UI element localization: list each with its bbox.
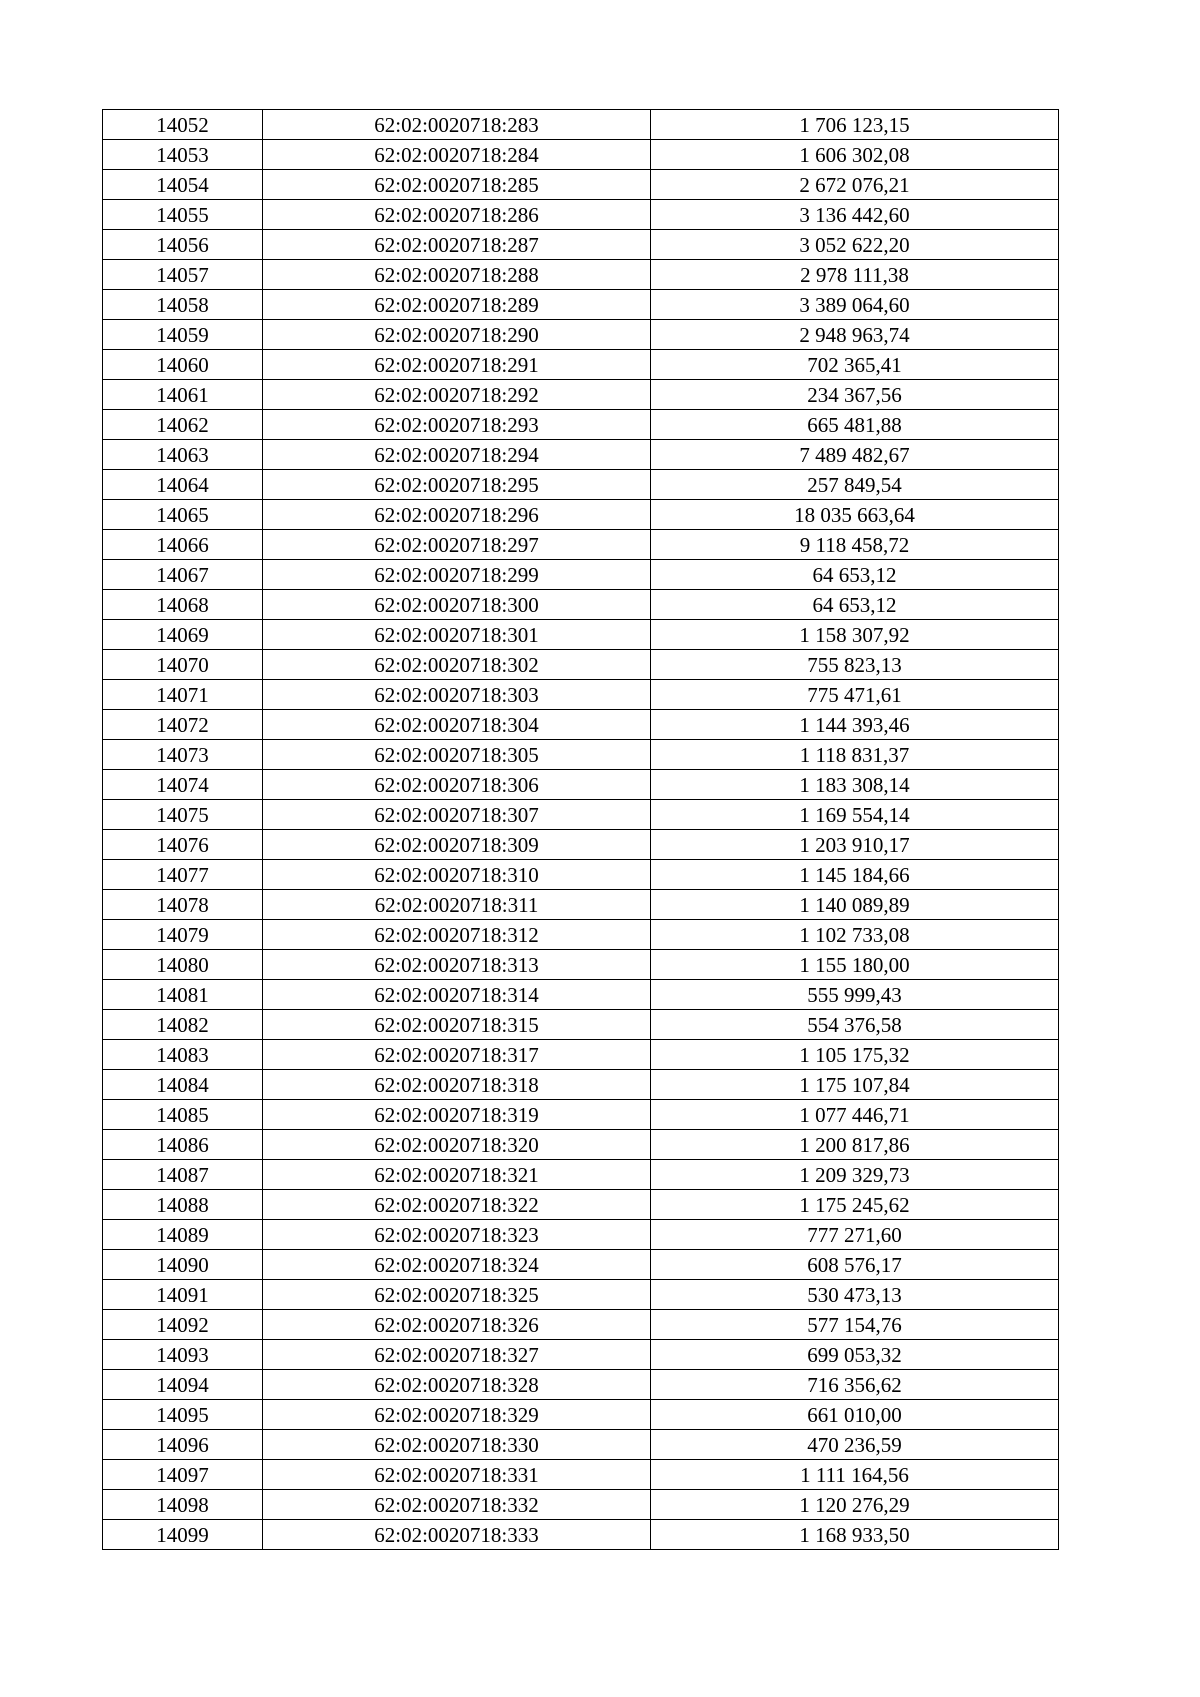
row-number-cell: 14073 — [103, 740, 263, 770]
table-row — [103, 1340, 1059, 1370]
row-number-cell: 14096 — [103, 1430, 263, 1460]
row-number-cell: 14090 — [103, 1250, 263, 1280]
table-row — [103, 530, 1059, 560]
row-number-cell: 14092 — [103, 1310, 263, 1340]
cadastral-number-cell: 62:02:0020718:309 — [263, 830, 651, 860]
table-row — [103, 830, 1059, 860]
table-row — [103, 410, 1059, 440]
cadastral-number-cell: 62:02:0020718:289 — [263, 290, 651, 320]
cadastral-value-cell: 777 271,60 — [651, 1220, 1059, 1250]
row-number-cell: 14052 — [103, 110, 263, 140]
cadastral-value-cell: 1 203 910,17 — [651, 830, 1059, 860]
table-row — [103, 260, 1059, 290]
row-number-cell: 14078 — [103, 890, 263, 920]
row-number-cell: 14061 — [103, 380, 263, 410]
cadastral-number-cell: 62:02:0020718:333 — [263, 1520, 651, 1550]
cadastral-value-cell: 1 606 302,08 — [651, 140, 1059, 170]
row-number-cell: 14080 — [103, 950, 263, 980]
cadastral-value-cell: 1 111 164,56 — [651, 1460, 1059, 1490]
table-row — [103, 1400, 1059, 1430]
cadastral-value-cell: 9 118 458,72 — [651, 530, 1059, 560]
table-row — [103, 1520, 1059, 1550]
cadastral-number-cell: 62:02:0020718:313 — [263, 950, 651, 980]
table-row — [103, 1010, 1059, 1040]
cadastral-number-cell: 62:02:0020718:300 — [263, 590, 651, 620]
table-row — [103, 1160, 1059, 1190]
cadastral-value-cell: 755 823,13 — [651, 650, 1059, 680]
cadastral-number-cell: 62:02:0020718:290 — [263, 320, 651, 350]
cadastral-number-cell: 62:02:0020718:301 — [263, 620, 651, 650]
table-row — [103, 440, 1059, 470]
row-number-cell: 14094 — [103, 1370, 263, 1400]
cadastral-value-cell: 1 155 180,00 — [651, 950, 1059, 980]
cadastral-number-cell: 62:02:0020718:322 — [263, 1190, 651, 1220]
cadastral-number-cell: 62:02:0020718:287 — [263, 230, 651, 260]
row-number-cell: 14091 — [103, 1280, 263, 1310]
cadastral-number-cell: 62:02:0020718:295 — [263, 470, 651, 500]
row-number-cell: 14088 — [103, 1190, 263, 1220]
cadastral-value-cell: 64 653,12 — [651, 560, 1059, 590]
row-number-cell: 14084 — [103, 1070, 263, 1100]
cadastral-number-cell: 62:02:0020718:307 — [263, 800, 651, 830]
row-number-cell: 14098 — [103, 1490, 263, 1520]
cadastral-number-cell: 62:02:0020718:314 — [263, 980, 651, 1010]
cadastral-value-cell: 716 356,62 — [651, 1370, 1059, 1400]
row-number-cell: 14053 — [103, 140, 263, 170]
table-row — [103, 1190, 1059, 1220]
table-row — [103, 800, 1059, 830]
table-row — [103, 380, 1059, 410]
cadastral-value-cell: 1 200 817,86 — [651, 1130, 1059, 1160]
table-row — [103, 920, 1059, 950]
cadastral-number-cell: 62:02:0020718:326 — [263, 1310, 651, 1340]
table-row — [103, 350, 1059, 380]
table-row — [103, 1490, 1059, 1520]
cadastral-number-cell: 62:02:0020718:327 — [263, 1340, 651, 1370]
cadastral-value-cell: 7 489 482,67 — [651, 440, 1059, 470]
table-row — [103, 110, 1059, 140]
table-row — [103, 710, 1059, 740]
row-number-cell: 14055 — [103, 200, 263, 230]
cadastral-value-cell: 2 948 963,74 — [651, 320, 1059, 350]
cadastral-number-cell: 62:02:0020718:331 — [263, 1460, 651, 1490]
row-number-cell: 14081 — [103, 980, 263, 1010]
cadastral-value-cell: 2 672 076,21 — [651, 170, 1059, 200]
cadastral-value-cell: 1 158 307,92 — [651, 620, 1059, 650]
table-body — [103, 110, 1059, 1550]
cadastral-number-cell: 62:02:0020718:330 — [263, 1430, 651, 1460]
cadastral-value-cell: 1 209 329,73 — [651, 1160, 1059, 1190]
cadastral-number-cell: 62:02:0020718:296 — [263, 500, 651, 530]
cadastral-value-cell: 3 052 622,20 — [651, 230, 1059, 260]
table-row — [103, 1040, 1059, 1070]
cadastral-number-cell: 62:02:0020718:329 — [263, 1400, 651, 1430]
cadastral-value-cell: 665 481,88 — [651, 410, 1059, 440]
row-number-cell: 14067 — [103, 560, 263, 590]
cadastral-value-cell: 661 010,00 — [651, 1400, 1059, 1430]
row-number-cell: 14075 — [103, 800, 263, 830]
row-number-cell: 14064 — [103, 470, 263, 500]
row-number-cell: 14082 — [103, 1010, 263, 1040]
table-row — [103, 1460, 1059, 1490]
row-number-cell: 14086 — [103, 1130, 263, 1160]
table-row — [103, 950, 1059, 980]
table-row — [103, 980, 1059, 1010]
table-row — [103, 320, 1059, 350]
cadastral-number-cell: 62:02:0020718:315 — [263, 1010, 651, 1040]
cadastral-number-cell: 62:02:0020718:284 — [263, 140, 651, 170]
table-row — [103, 200, 1059, 230]
table-row — [103, 140, 1059, 170]
table-row — [103, 1220, 1059, 1250]
row-number-cell: 14097 — [103, 1460, 263, 1490]
cadastral-number-cell: 62:02:0020718:303 — [263, 680, 651, 710]
row-number-cell: 14069 — [103, 620, 263, 650]
cadastral-number-cell: 62:02:0020718:288 — [263, 260, 651, 290]
cadastral-number-cell: 62:02:0020718:293 — [263, 410, 651, 440]
table-row — [103, 740, 1059, 770]
cadastral-value-cell: 554 376,58 — [651, 1010, 1059, 1040]
table-row — [103, 170, 1059, 200]
table-row — [103, 860, 1059, 890]
cadastral-number-cell: 62:02:0020718:299 — [263, 560, 651, 590]
cadastral-value-cell: 1 175 245,62 — [651, 1190, 1059, 1220]
cadastral-number-cell: 62:02:0020718:304 — [263, 710, 651, 740]
cadastral-number-cell: 62:02:0020718:321 — [263, 1160, 651, 1190]
row-number-cell: 14066 — [103, 530, 263, 560]
cadastral-number-cell: 62:02:0020718:325 — [263, 1280, 651, 1310]
cadastral-value-table — [102, 109, 1059, 1550]
cadastral-number-cell: 62:02:0020718:323 — [263, 1220, 651, 1250]
cadastral-number-cell: 62:02:0020718:286 — [263, 200, 651, 230]
cadastral-value-cell: 1 140 089,89 — [651, 890, 1059, 920]
table-row — [103, 230, 1059, 260]
cadastral-value-cell: 3 136 442,60 — [651, 200, 1059, 230]
cadastral-number-cell: 62:02:0020718:305 — [263, 740, 651, 770]
cadastral-number-cell: 62:02:0020718:320 — [263, 1130, 651, 1160]
cadastral-number-cell: 62:02:0020718:294 — [263, 440, 651, 470]
row-number-cell: 14062 — [103, 410, 263, 440]
cadastral-number-cell: 62:02:0020718:312 — [263, 920, 651, 950]
row-number-cell: 14095 — [103, 1400, 263, 1430]
cadastral-value-cell: 18 035 663,64 — [651, 500, 1059, 530]
cadastral-number-cell: 62:02:0020718:311 — [263, 890, 651, 920]
cadastral-value-cell: 470 236,59 — [651, 1430, 1059, 1460]
cadastral-value-cell: 1 145 184,66 — [651, 860, 1059, 890]
cadastral-number-cell: 62:02:0020718:302 — [263, 650, 651, 680]
table-row — [103, 680, 1059, 710]
row-number-cell: 14070 — [103, 650, 263, 680]
cadastral-value-cell: 2 978 111,38 — [651, 260, 1059, 290]
cadastral-value-cell: 1 706 123,15 — [651, 110, 1059, 140]
row-number-cell: 14058 — [103, 290, 263, 320]
cadastral-number-cell: 62:02:0020718:306 — [263, 770, 651, 800]
row-number-cell: 14076 — [103, 830, 263, 860]
table-row — [103, 1310, 1059, 1340]
cadastral-value-cell: 1 120 276,29 — [651, 1490, 1059, 1520]
cadastral-value-cell: 1 077 446,71 — [651, 1100, 1059, 1130]
cadastral-value-cell: 702 365,41 — [651, 350, 1059, 380]
cadastral-value-cell: 1 118 831,37 — [651, 740, 1059, 770]
table-row — [103, 1130, 1059, 1160]
table-row — [103, 470, 1059, 500]
row-number-cell: 14077 — [103, 860, 263, 890]
table-row — [103, 1100, 1059, 1130]
cadastral-value-cell: 234 367,56 — [651, 380, 1059, 410]
table-row — [103, 1280, 1059, 1310]
cadastral-number-cell: 62:02:0020718:332 — [263, 1490, 651, 1520]
row-number-cell: 14071 — [103, 680, 263, 710]
cadastral-value-cell: 1 169 554,14 — [651, 800, 1059, 830]
cadastral-value-cell: 775 471,61 — [651, 680, 1059, 710]
cadastral-number-cell: 62:02:0020718:285 — [263, 170, 651, 200]
row-number-cell: 14083 — [103, 1040, 263, 1070]
cadastral-value-cell: 577 154,76 — [651, 1310, 1059, 1340]
row-number-cell: 14099 — [103, 1520, 263, 1550]
cadastral-value-cell: 64 653,12 — [651, 590, 1059, 620]
row-number-cell: 14089 — [103, 1220, 263, 1250]
row-number-cell: 14068 — [103, 590, 263, 620]
cadastral-value-cell: 3 389 064,60 — [651, 290, 1059, 320]
cadastral-value-cell: 1 168 933,50 — [651, 1520, 1059, 1550]
table-row — [103, 1430, 1059, 1460]
table-row — [103, 590, 1059, 620]
cadastral-number-cell: 62:02:0020718:319 — [263, 1100, 651, 1130]
cadastral-value-cell: 1 102 733,08 — [651, 920, 1059, 950]
cadastral-number-cell: 62:02:0020718:292 — [263, 380, 651, 410]
cadastral-value-cell: 699 053,32 — [651, 1340, 1059, 1370]
cadastral-value-cell: 1 144 393,46 — [651, 710, 1059, 740]
cadastral-value-cell: 1 175 107,84 — [651, 1070, 1059, 1100]
cadastral-number-cell: 62:02:0020718:324 — [263, 1250, 651, 1280]
cadastral-number-cell: 62:02:0020718:310 — [263, 860, 651, 890]
cadastral-number-cell: 62:02:0020718:283 — [263, 110, 651, 140]
row-number-cell: 14063 — [103, 440, 263, 470]
row-number-cell: 14065 — [103, 500, 263, 530]
row-number-cell: 14072 — [103, 710, 263, 740]
row-number-cell: 14056 — [103, 230, 263, 260]
cadastral-value-cell: 530 473,13 — [651, 1280, 1059, 1310]
cadastral-value-cell: 555 999,43 — [651, 980, 1059, 1010]
cadastral-value-cell: 257 849,54 — [651, 470, 1059, 500]
row-number-cell: 14059 — [103, 320, 263, 350]
row-number-cell: 14074 — [103, 770, 263, 800]
cadastral-number-cell: 62:02:0020718:318 — [263, 1070, 651, 1100]
table-row — [103, 650, 1059, 680]
cadastral-number-cell: 62:02:0020718:317 — [263, 1040, 651, 1070]
row-number-cell: 14093 — [103, 1340, 263, 1370]
table-row — [103, 1250, 1059, 1280]
cadastral-value-cell: 1 105 175,32 — [651, 1040, 1059, 1070]
row-number-cell: 14085 — [103, 1100, 263, 1130]
table-row — [103, 890, 1059, 920]
cadastral-number-cell: 62:02:0020718:297 — [263, 530, 651, 560]
table-row — [103, 1370, 1059, 1400]
table-row — [103, 560, 1059, 590]
table-row — [103, 1070, 1059, 1100]
cadastral-number-cell: 62:02:0020718:328 — [263, 1370, 651, 1400]
row-number-cell: 14087 — [103, 1160, 263, 1190]
cadastral-value-cell: 1 183 308,14 — [651, 770, 1059, 800]
row-number-cell: 14057 — [103, 260, 263, 290]
row-number-cell: 14060 — [103, 350, 263, 380]
table-row — [103, 620, 1059, 650]
row-number-cell: 14054 — [103, 170, 263, 200]
row-number-cell: 14079 — [103, 920, 263, 950]
cadastral-value-cell: 608 576,17 — [651, 1250, 1059, 1280]
table-row — [103, 290, 1059, 320]
table-row — [103, 500, 1059, 530]
table-row — [103, 770, 1059, 800]
cadastral-number-cell: 62:02:0020718:291 — [263, 350, 651, 380]
